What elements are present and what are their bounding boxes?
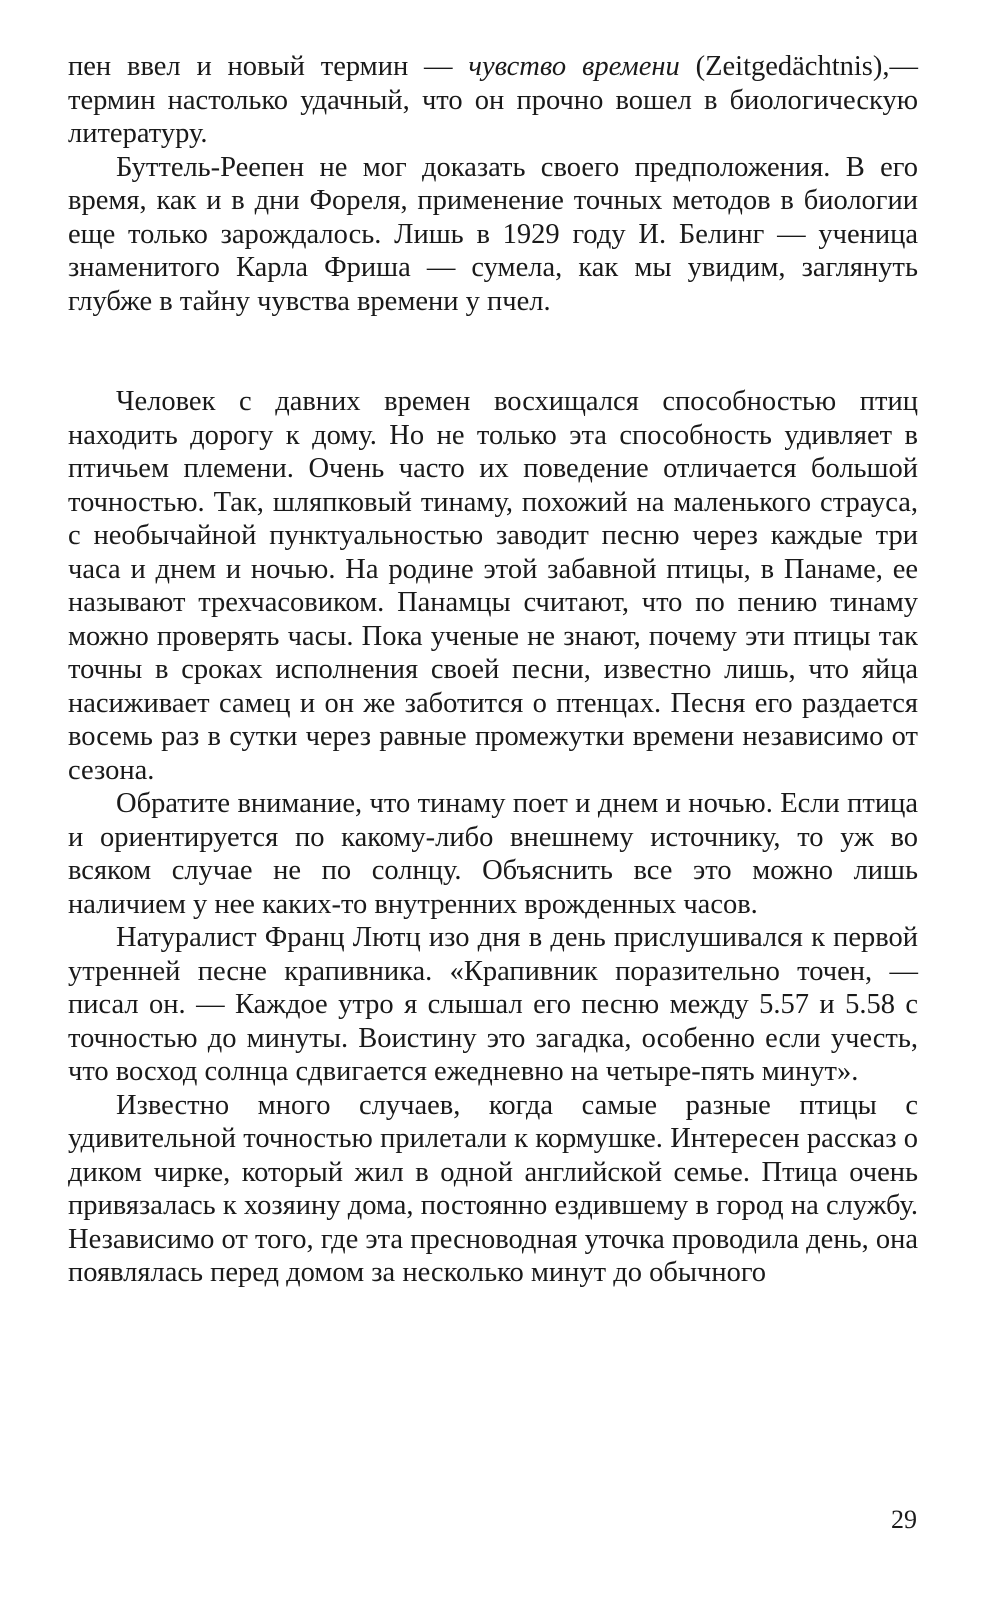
paragraph-tinamou: Обратите внимание, что тинаму поет и днем и ночью. Если птица и ориентируется по какому-либо внешнему источнику, то уж во всяком случае не по солнцу. Объяснить все это можно лишь наличием у нее каких-то внутренних врожденных часов. — [68, 788, 918, 920]
paragraph-wren: Натуралист Франц Лютц изо дня в день прислушивался к первой утренней песне крапивника. «Крапивник поразительно точен, — писал он. — Каждое утро я слышал его песню между 5.57 и 5.58 с точностью до минуты. Воистину это загадка, особенно если учесть, что восход солнца сдвигается ежедневно на четыре-пять минут». — [68, 922, 918, 1087]
paragraph-birds-intro: Человек с давних времен восхищался способностью птиц находить дорогу к дому. Но не только эта способность удивляет в птичьем племени. Очень часто их поведение отличается большой точностью. Так, шляпковый тинаму, похожий на маленького страуса, с необычайной пунктуальностью заводит песню через каждые три часа и днем и ночью. На родине этой забавной птицы, в Панаме, ее называют трехчасовиком. Панамцы считают, что по пению тинаму можно проверять часы. Пока ученые не знают, почему эти птицы так точны в сроках исполнения своей песни, известно лишь, что яйца насиживает самец и он же заботится о птенцах. Песня его раздается восемь раз в сутки через равные промежутки времени независимо от сезона. — [68, 386, 918, 786]
section-gap — [68, 318, 918, 385]
paragraph-buttel-reepen: Буттель-Реепен не мог доказать своего предположения. В его время, как и в дни Фореля, применение точных методов в биологии еще только зарождалось. Лишь в 1929 году И. Белинг — ученица знаменитого Карла Фриша — сумела, как мы увидим, заглянуть глубже в тайну чувства времени у пчел. — [68, 151, 918, 317]
paragraph-teal: Известно много случаев, когда самые разные птицы с удивительной точностью прилетали к кормушке. Интересен рассказ о диком чирке, который жил в одной английской семье. Птица очень привязалась к хозяину дома, постоянно ездившему в город на службу. Независимо от того, где эта пресноводная уточка проводила день, она появлялась перед домом за несколько минут до обычного — [68, 1089, 918, 1288]
paragraph-continued — [68, 50, 918, 151]
paragraph-text-before: пен ввел и новый термин — — [68, 51, 469, 82]
page-number: 29 — [891, 1505, 917, 1534]
page-body — [68, 50, 918, 1290]
italic-term: чувство времени — [468, 51, 680, 82]
paragraph-text-after: (Zeitgedächtnis),— термин настолько удачный, что он прочно вошел в биологическую литературу. — [68, 51, 918, 149]
